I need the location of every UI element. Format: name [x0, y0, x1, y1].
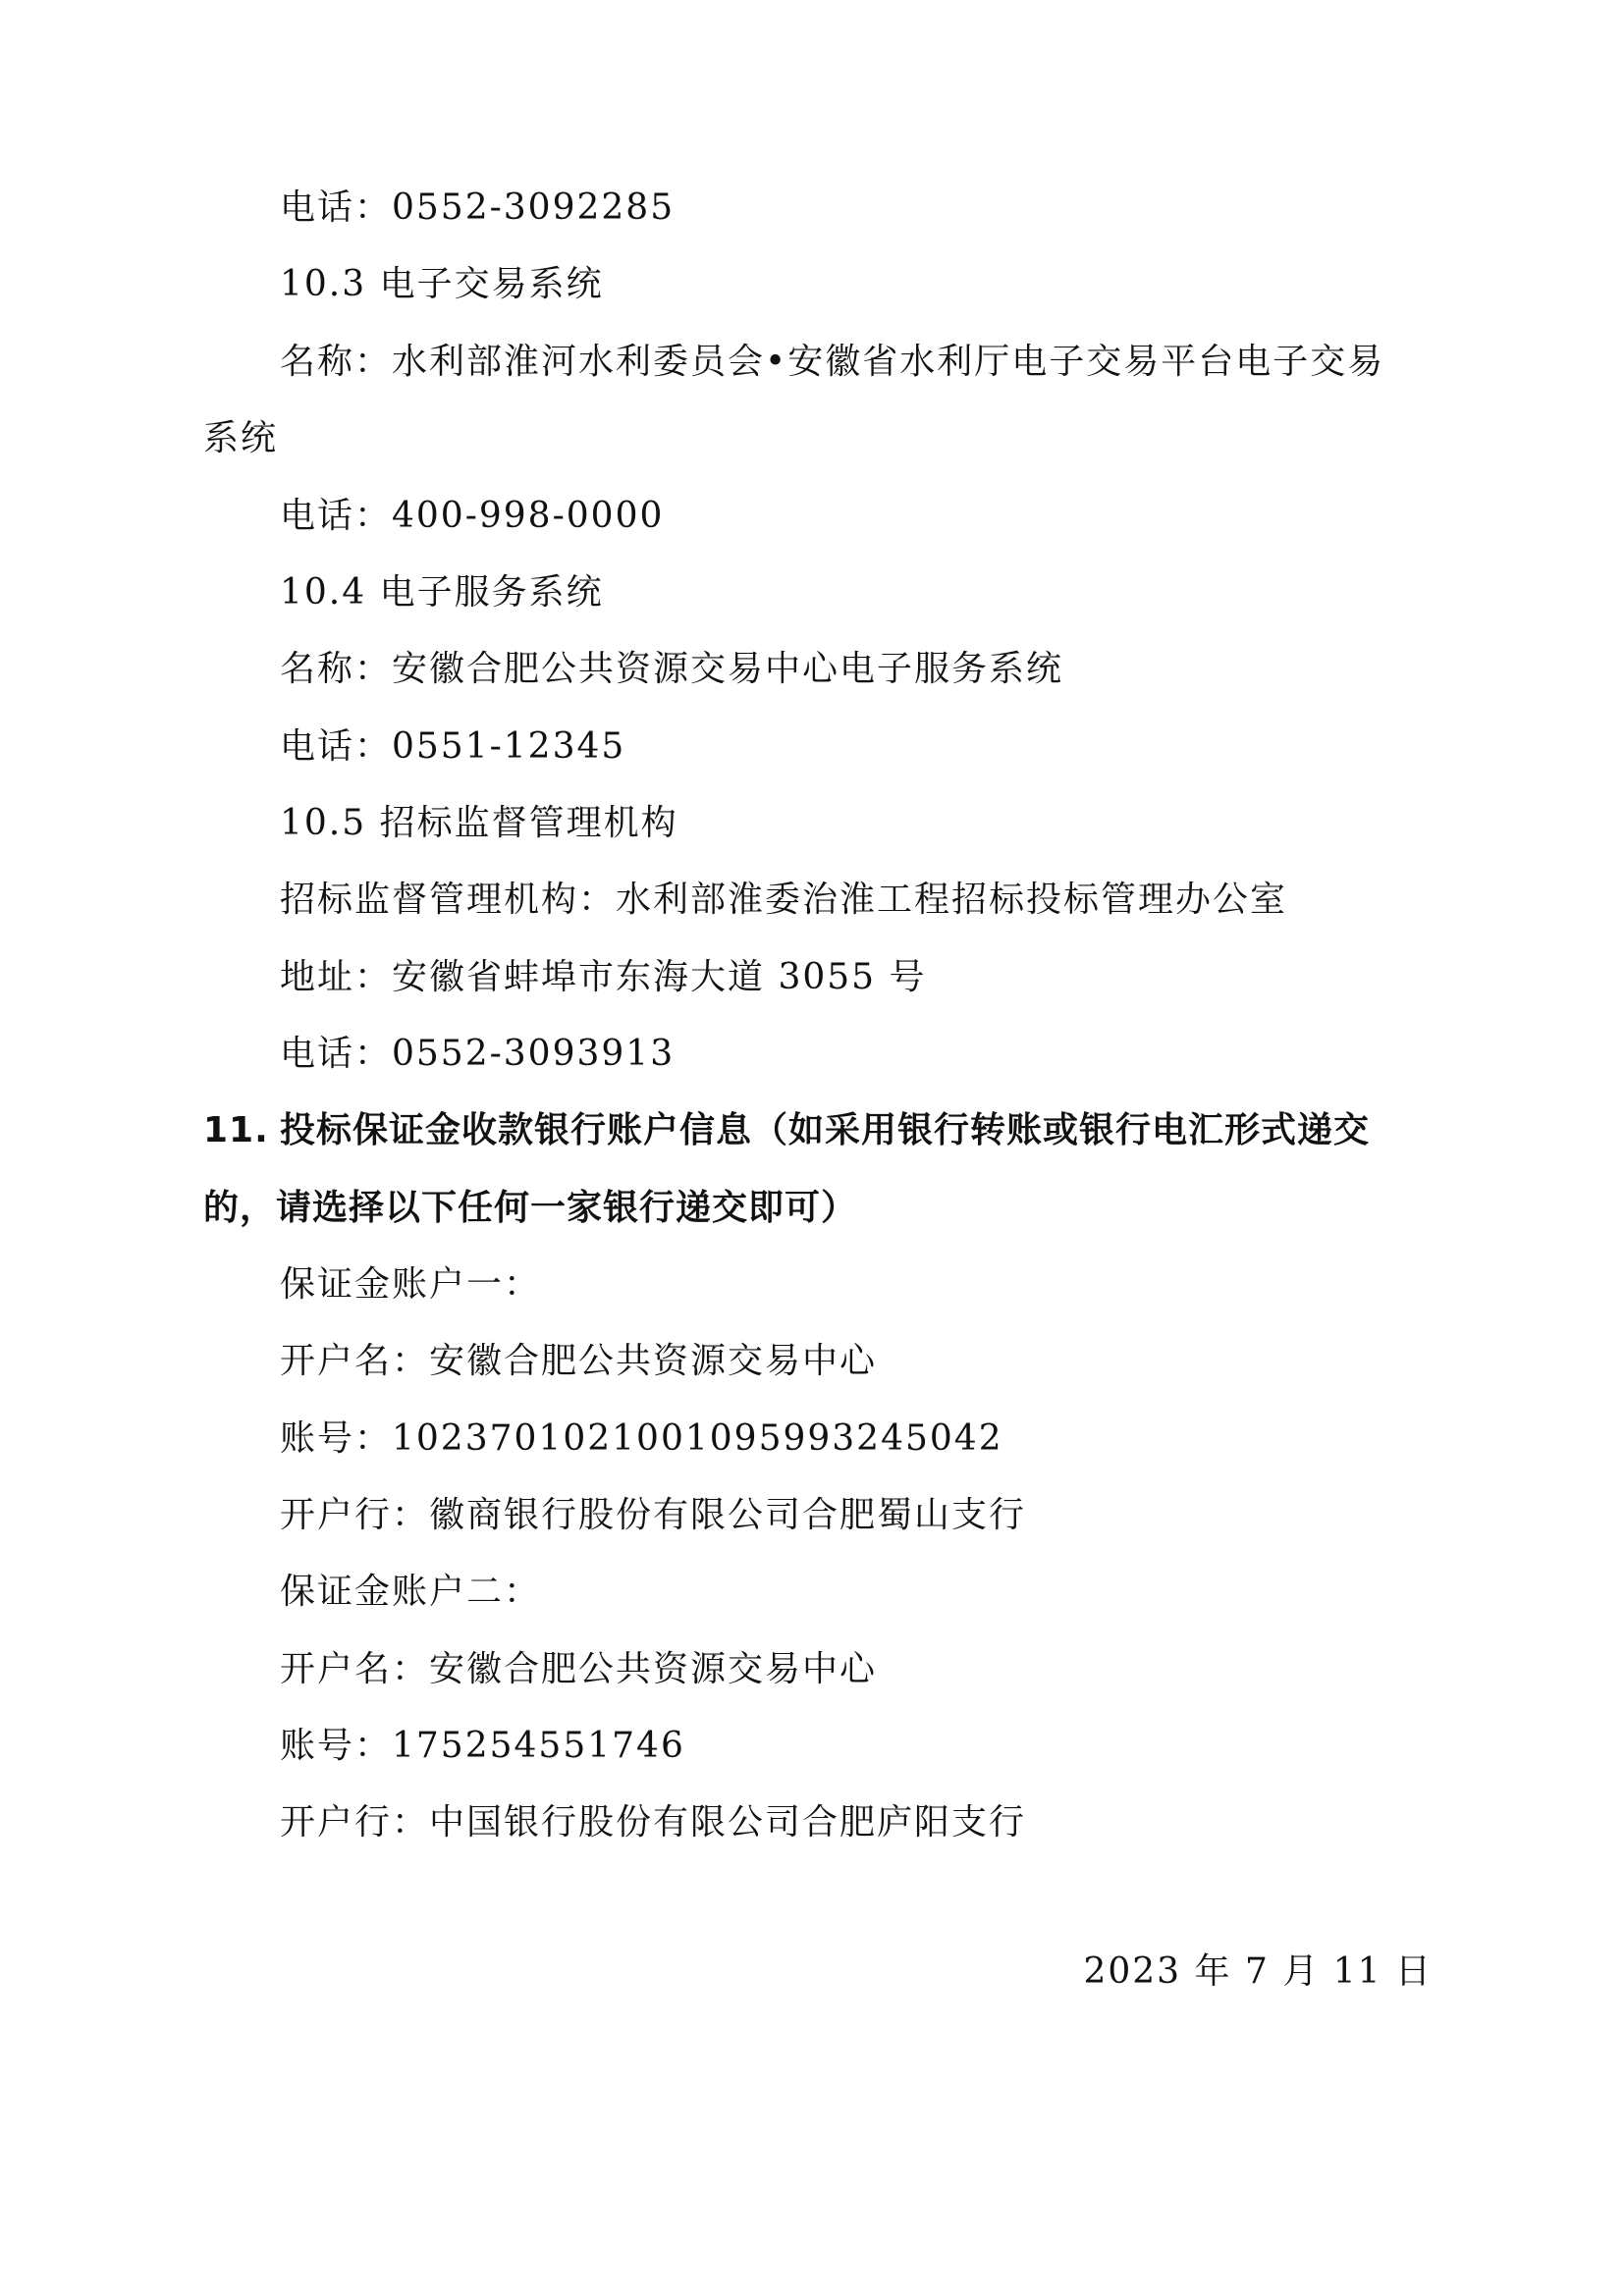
item-10-5-org: 招标监督管理机构：水利部淮委治淮工程招标投标管理办公室 [280, 880, 1288, 920]
account-2-bank: 开户行：中国银行股份有限公司合肥庐阳支行 [280, 1802, 1027, 1842]
item-10-4-phone: 电话：0551-12345 [280, 726, 626, 767]
account-2-number: 账号：175254551746 [280, 1726, 685, 1766]
document-date: 2023 年 7 月 11 日 [1083, 1951, 1433, 1992]
section-11-number: 11. [203, 1110, 269, 1150]
item-10-3-heading: 10.3 电子交易系统 [280, 264, 604, 304]
item-10-4-heading: 10.4 电子服务系统 [280, 572, 604, 613]
section-11-title-part1: 投标保证金收款银行账户信息（如采用银行转账或银行电汇形式递交 [280, 1110, 1371, 1150]
account-1-holder: 开户名：安徽合肥公共资源交易中心 [280, 1341, 878, 1381]
account-1-label: 保证金账户一： [280, 1264, 542, 1305]
item-10-5-phone: 电话：0552-3093913 [280, 1034, 676, 1074]
item-10-4-name: 名称：安徽合肥公共资源交易中心电子服务系统 [280, 649, 1064, 689]
account-1-bank: 开户行：徽商银行股份有限公司合肥蜀山支行 [280, 1495, 1027, 1535]
item-10-3-phone: 电话：400-998-0000 [280, 496, 665, 536]
item-10-5-heading: 10.5 招标监督管理机构 [280, 803, 678, 843]
item-10-5-address: 地址：安徽省蚌埠市东海大道 3055 号 [280, 957, 927, 997]
account-2-label: 保证金账户二： [280, 1572, 542, 1612]
section-11-title-line1 [203, 1107, 1370, 1154]
phone-line-1: 电话：0552-3092285 [280, 187, 676, 228]
section-11-title-part2: 的，请选择以下任何一家银行递交即可） [203, 1188, 858, 1228]
account-2-holder: 开户名：安徽合肥公共资源交易中心 [280, 1649, 878, 1689]
item-10-3-name-part2: 系统 [203, 418, 279, 458]
item-10-3-name-part1: 名称：水利部淮河水利委员会•安徽省水利厅电子交易平台电子交易 [280, 342, 1385, 382]
account-1-number: 账号：1023701021001095993245042 [280, 1418, 1003, 1459]
